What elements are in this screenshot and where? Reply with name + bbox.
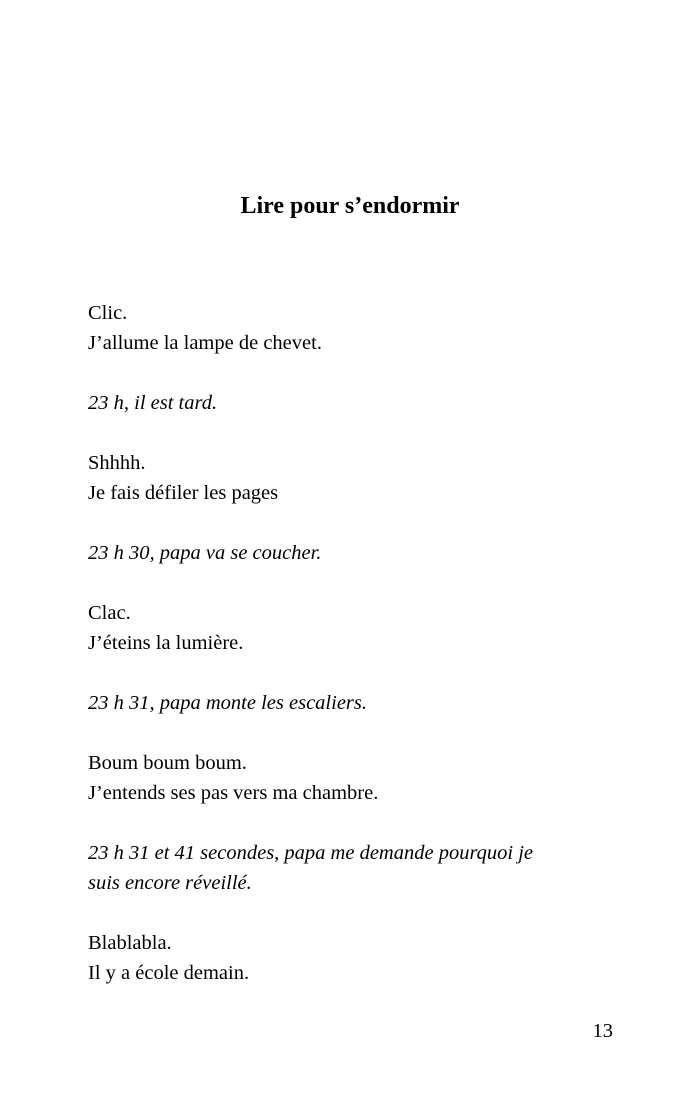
stanza xyxy=(88,298,613,358)
text-line: Clac. xyxy=(88,602,131,624)
time-stanza xyxy=(88,538,613,568)
stanza xyxy=(88,448,613,508)
stanza xyxy=(88,748,613,808)
text-line: J’éteins la lumière. xyxy=(88,632,244,654)
chapter-title: Lire pour s’endormir xyxy=(240,193,460,219)
text-line: Shhhh. xyxy=(88,452,146,474)
text-line: 23 h 31 et 41 secondes, papa me demande pourquoi je xyxy=(88,842,534,864)
text-line: 23 h 30, papa va se coucher. xyxy=(88,542,322,564)
poem-body xyxy=(88,298,613,1018)
text-line: suis encore réveillé. xyxy=(88,872,252,894)
stanza xyxy=(88,928,613,988)
text-line: J’entends ses pas vers ma chambre. xyxy=(88,782,379,804)
time-stanza xyxy=(88,388,613,418)
text-line: Clic. xyxy=(88,302,128,324)
text-line: 23 h 31, papa monte les escaliers. xyxy=(88,692,367,714)
stanza xyxy=(88,598,613,658)
page-number: 13 xyxy=(592,1020,613,1042)
text-line: Blablabla. xyxy=(88,932,172,954)
text-line: J’allume la lampe de chevet. xyxy=(88,332,322,354)
time-stanza xyxy=(88,838,613,898)
time-stanza xyxy=(88,688,613,718)
text-line: Je fais défiler les pages xyxy=(88,482,279,504)
text-line: Boum boum boum. xyxy=(88,752,247,774)
text-line: 23 h, il est tard. xyxy=(88,392,218,414)
text-line: Il y a école demain. xyxy=(88,962,250,984)
